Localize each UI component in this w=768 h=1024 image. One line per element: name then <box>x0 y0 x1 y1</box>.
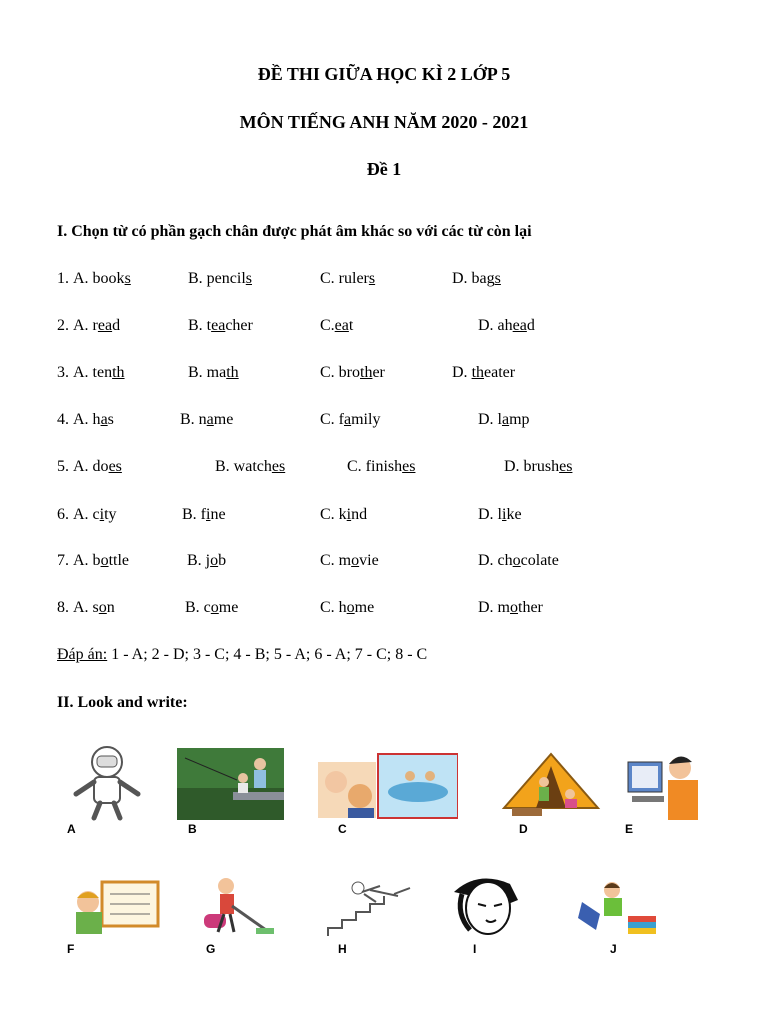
option-text: ther <box>518 599 543 616</box>
option-text: mp <box>509 411 530 428</box>
fishing-icon <box>177 748 284 820</box>
answer-key-label: Đáp án: <box>57 646 108 663</box>
underlined-part: i <box>99 506 105 523</box>
answer-option <box>188 270 252 288</box>
underlined-part: ea <box>334 317 349 334</box>
teacher-board-icon <box>70 880 162 936</box>
option-text: C. k <box>320 506 347 523</box>
question-number: 6. <box>57 506 69 523</box>
answer-key <box>57 646 427 664</box>
question-number: 4. <box>57 411 69 428</box>
underlined-part: i <box>206 506 211 523</box>
question-row <box>57 317 737 339</box>
underlined-part: i <box>346 506 352 523</box>
option-text: A. b <box>73 552 101 569</box>
answer-option <box>320 411 380 429</box>
answer-option <box>478 552 559 570</box>
underlined-part: es <box>108 458 122 475</box>
underlined-part: s <box>124 270 131 287</box>
answer-option <box>73 364 125 382</box>
answer-option <box>73 506 117 524</box>
underlined-part: o <box>351 552 360 569</box>
option-text: A. book <box>73 270 125 287</box>
answer-option <box>73 458 122 476</box>
option-text: D. l <box>478 506 502 523</box>
question-row <box>57 599 737 621</box>
option-text: D. ch <box>478 552 513 569</box>
option-text: A. ten <box>73 364 113 381</box>
option-text: B. c <box>185 599 211 616</box>
option-text: A. do <box>73 458 109 475</box>
picture-label-b: B <box>188 822 197 836</box>
question-row <box>57 458 737 480</box>
underlined-part: o <box>100 552 109 569</box>
computer-user-icon <box>626 748 700 820</box>
option-text: A. c <box>73 506 100 523</box>
option-text: B. f <box>182 506 206 523</box>
section-2-heading: II. Look and write: <box>57 694 188 711</box>
underlined-part: s <box>494 270 501 287</box>
answer-option <box>504 458 572 476</box>
answer-option <box>320 317 353 335</box>
option-text: d <box>112 317 121 334</box>
underlined-part: o <box>98 599 107 616</box>
picture-label-c: C <box>338 822 347 836</box>
option-text: B. j <box>187 552 211 569</box>
option-text: b <box>218 552 227 569</box>
picture-label-j: J <box>610 942 617 956</box>
picture-label-i: I <box>473 942 477 956</box>
exam-version: Đề 1 <box>366 159 402 179</box>
option-text: C. finish <box>347 458 403 475</box>
option-text: C. f <box>320 411 344 428</box>
underlined-part: a <box>344 411 352 428</box>
answer-key-text: 1 - A; 2 - D; 3 - C; 4 - B; 5 - A; 6 - A; 7 - C; 8 - C <box>107 646 428 663</box>
option-text: vie <box>359 552 379 569</box>
answer-option <box>188 364 239 382</box>
option-text: D. brush <box>504 458 560 475</box>
underlined-part: a <box>502 411 510 428</box>
answer-option <box>73 552 129 570</box>
answer-option <box>187 552 226 570</box>
option-text: B. n <box>180 411 207 428</box>
exam-title: ĐỀ THI GIỮA HỌC KÌ 2 LỚP 5 <box>257 64 511 84</box>
camping-tent-icon <box>500 752 602 820</box>
answer-option <box>347 458 415 476</box>
option-text: D. ah <box>478 317 513 334</box>
picture-label-d: D <box>519 822 528 836</box>
answer-option <box>478 411 530 429</box>
option-text: ne <box>210 506 226 523</box>
picture-label-g: G <box>206 942 216 956</box>
answer-option <box>478 599 543 617</box>
answer-option <box>185 599 238 617</box>
option-text: C. <box>320 317 335 334</box>
underlined-part: a <box>100 411 108 428</box>
option-text: A. h <box>73 411 101 428</box>
underlined-part: th <box>112 364 125 381</box>
picture-label-f: F <box>67 942 75 956</box>
option-text: colate <box>520 552 559 569</box>
underlined-part: o <box>512 552 521 569</box>
underlined-part: a <box>206 411 214 428</box>
option-text: C. h <box>320 599 347 616</box>
underlined-part: th <box>226 364 239 381</box>
underlined-part: o <box>210 552 219 569</box>
answer-option <box>320 599 374 617</box>
question-row <box>57 411 737 433</box>
answer-option <box>452 364 515 382</box>
underlined-part: th <box>471 364 485 381</box>
option-text: B. t <box>188 317 212 334</box>
answer-option <box>320 552 379 570</box>
answer-option <box>73 411 114 429</box>
watching-tv-icon <box>318 752 458 820</box>
picture-label-e: E <box>625 822 634 836</box>
exam-subject: MÔN TIẾNG ANH NĂM 2020 - 2021 <box>239 112 529 132</box>
underlined-part: s <box>368 270 376 287</box>
question-number: 7. <box>57 552 69 569</box>
underlined-part: i <box>502 506 507 523</box>
falling-stairs-icon <box>318 878 416 938</box>
option-text: B. ma <box>188 364 227 381</box>
option-text: B. watch <box>215 458 272 475</box>
headache-icon <box>448 874 532 938</box>
option-text: ttle <box>108 552 129 569</box>
answer-option <box>478 506 522 524</box>
option-text: t <box>348 317 354 334</box>
question-number: 3. <box>57 364 69 381</box>
question-number: 2. <box>57 317 69 334</box>
section-1-heading: I. Chọn từ có phần gạch chân được phát âm khác so với các từ còn lại <box>57 223 532 240</box>
answer-option <box>188 317 253 335</box>
option-text: B. pencil <box>188 270 246 287</box>
question-row <box>57 270 737 292</box>
picture-label-a: A <box>67 822 76 836</box>
underlined-part: ea <box>512 317 527 334</box>
answer-option <box>320 270 375 288</box>
option-text: ty <box>104 506 117 523</box>
option-text: A. r <box>73 317 98 334</box>
underlined-part: es <box>402 458 416 475</box>
option-text: n <box>106 599 115 616</box>
underlined-part: o <box>510 599 518 616</box>
answer-option <box>320 364 385 382</box>
laptop-student-icon <box>578 880 658 938</box>
option-text: ke <box>506 506 522 523</box>
answer-option <box>180 411 233 429</box>
question-number: 1. <box>57 270 69 287</box>
answer-option <box>73 270 131 288</box>
option-text: D. <box>452 364 472 381</box>
answer-option <box>478 317 535 335</box>
question-row <box>57 552 737 574</box>
underlined-part: o <box>210 599 219 616</box>
answer-option <box>182 506 226 524</box>
option-text: d <box>526 317 535 334</box>
question-row <box>57 506 737 528</box>
option-text: A. s <box>73 599 99 616</box>
option-text: eater <box>484 364 516 381</box>
option-text: me <box>213 411 234 428</box>
underlined-part: ea <box>211 317 226 334</box>
vacuum-cleaning-icon <box>196 876 276 938</box>
underlined-part: ea <box>97 317 113 334</box>
question-number: 5. <box>57 458 69 475</box>
option-text: mily <box>351 411 381 428</box>
option-text: C. bro <box>320 364 360 381</box>
option-text: D. l <box>478 411 502 428</box>
option-text: nd <box>351 506 368 523</box>
answer-option <box>320 506 367 524</box>
option-text: me <box>218 599 239 616</box>
option-text: me <box>354 599 375 616</box>
option-text: er <box>372 364 385 381</box>
underlined-part: o <box>346 599 355 616</box>
option-text: D. m <box>478 599 510 616</box>
picture-label-h: H <box>338 942 347 956</box>
question-row <box>57 364 737 386</box>
underlined-part: th <box>360 364 373 381</box>
answer-option <box>215 458 285 476</box>
option-text: D. bag <box>452 270 495 287</box>
underlined-part: es <box>559 458 573 475</box>
underlined-part: s <box>245 270 252 287</box>
answer-option <box>452 270 501 288</box>
astronaut-icon <box>64 742 150 822</box>
answer-option <box>73 599 115 617</box>
option-text: cher <box>225 317 253 334</box>
option-text: C. m <box>320 552 352 569</box>
option-text: s <box>107 411 114 428</box>
option-text: C. ruler <box>320 270 369 287</box>
question-number: 8. <box>57 599 69 616</box>
answer-option <box>73 317 120 335</box>
underlined-part: es <box>271 458 286 475</box>
